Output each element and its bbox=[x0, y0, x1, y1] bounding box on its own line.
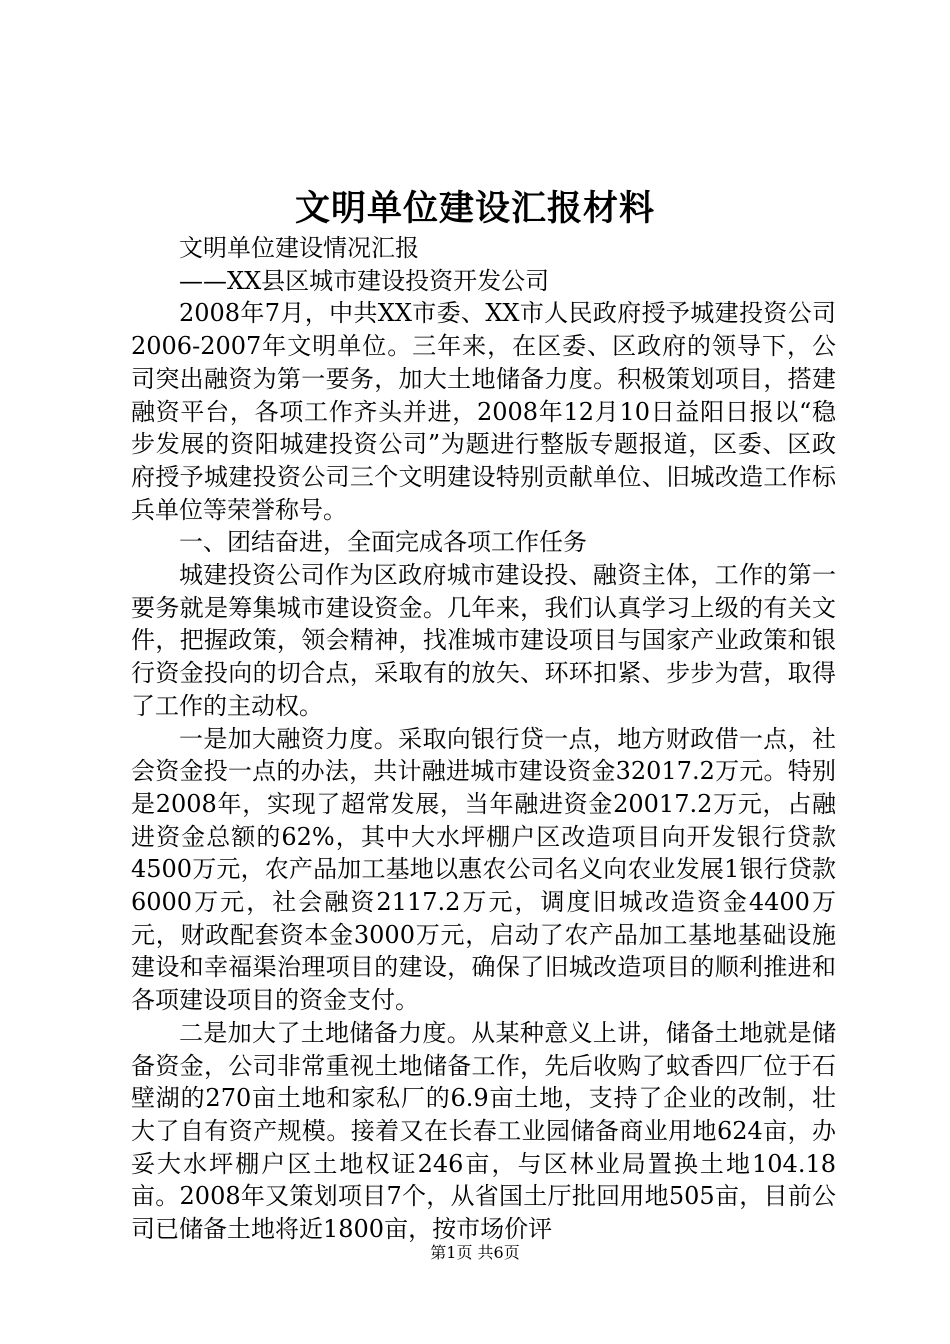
subtitle-paragraph: 文明单位建设情况汇报 bbox=[179, 234, 419, 262]
author-paragraph: ——XX县区城市建设投资开发公司 bbox=[179, 266, 550, 295]
document-body bbox=[131, 232, 836, 1246]
body-paragraph: 城建投资公司作为区政府城市建设投、融资主体，工作的第一要务就是筹集城市建设资金。几年来，我们认真学习上级的有关文件，把握政策，领会精神，找准城市建设项目与国家产业政策和银行资金投向的切合点，采取有的放矢、环环扣紧、步步为营，取得了工作的主动权。 bbox=[131, 561, 836, 720]
section-heading: 一、团结奋进，全面完成各项工作任务 bbox=[179, 528, 587, 557]
body-paragraph: 二是加大了土地储备力度。从某种意义上讲，储备土地就是储备资金，公司非常重视土地储备工作，先后收购了蚊香四厂位于石壁湖的270亩土地和家私厂的6.9亩土地，支持了企业的改制，壮大了自有资产规模。接着又在长春工业园储备商业用地624亩，办妥大水坪棚户区土地权证246亩，与区林业局置换土地104.18亩。2008年又策划项目7个，从省国土厅批回用地505亩，目前公司已储备土地将近1800亩，按市场价评 bbox=[131, 1018, 836, 1244]
page-number: 第1页 共6页 bbox=[430, 1243, 520, 1262]
body-paragraph: 一是加大融资力度。采取向银行贷一点，地方财政借一点，社会资金投一点的办法，共计融进城市建设资金32017.2万元。特别是2008年，实现了超常发展，当年融进资金20017.2万元，占融进资金总额的62%，其中大水坪棚户区改造项目向开发银行贷款4500万元，农产品加工基地以惠农公司名义向农业发展1银行贷款6000万元，社会融资2117.2万元，调度旧城改造资金4400万元，财政配套资本金3000万元，启动了农产品加工基地基础设施建设和幸福渠治理项目的建设，确保了旧城改造项目的顺利推进和各项建设项目的资金支付。 bbox=[131, 724, 836, 1015]
intro-paragraph: 2008年7月，中共XX市委、XX市人民政府授予城建投资公司2006-2007年文明单位。三年来，在区委、区政府的领导下，公司突出融资为第一要务，加大土地储备力度。积极策划项目，搭建融资平台，各项工作齐头并进，2008年12月10日益阳日报以“稳步发展的资阳城建投资公司”为题进行整版专题报道，区委、区政府授予城建投资公司三个文明建设特别贡献单位、旧城改造工作标兵单位等荣誉称号。 bbox=[131, 299, 836, 524]
document-title: 文明单位建设汇报材料 bbox=[294, 188, 655, 229]
